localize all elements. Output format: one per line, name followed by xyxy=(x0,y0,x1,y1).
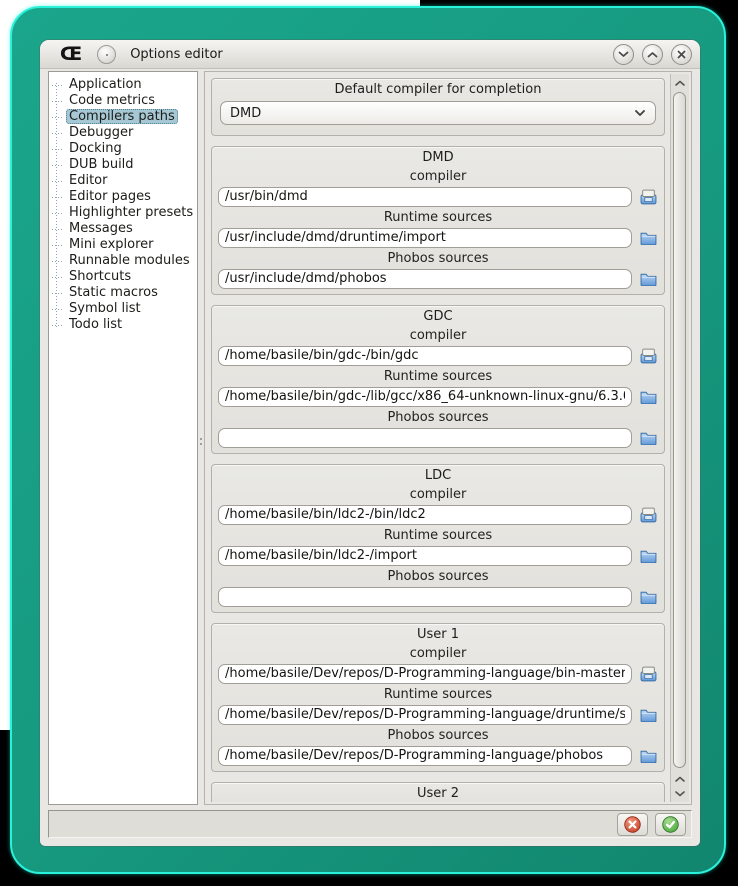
browse-folder-button[interactable] xyxy=(638,588,658,605)
scroll-up-button-bottom[interactable] xyxy=(672,771,688,786)
red-x-icon xyxy=(624,816,641,833)
default-compiler-group xyxy=(211,78,665,136)
dmd-phobos-sources-input[interactable] xyxy=(218,269,632,289)
folder-icon xyxy=(640,231,657,245)
sidebar-item-shortcuts[interactable]: Shortcuts xyxy=(49,269,197,285)
field-label: compiler xyxy=(409,328,467,343)
compiler-group-ldc xyxy=(211,464,665,613)
titlebar[interactable] xyxy=(40,40,700,69)
compiler-group-gdc xyxy=(211,305,665,454)
options-editor-window xyxy=(40,40,700,846)
file-icon xyxy=(640,666,657,682)
sidebar-item-static-macros[interactable]: Static macros xyxy=(49,285,197,301)
green-check-icon xyxy=(662,816,679,833)
field-label: Phobos sources xyxy=(387,251,489,266)
sidebar-item-runnable-modules[interactable]: Runnable modules xyxy=(49,253,197,269)
ok-button[interactable] xyxy=(655,813,686,836)
maximize-button[interactable] xyxy=(642,44,663,65)
window-menu-button[interactable] xyxy=(97,45,116,64)
sidebar-item-docking[interactable]: Docking xyxy=(49,141,197,157)
sidebar-item-editor[interactable]: Editor xyxy=(49,173,197,189)
combo-value: DMD xyxy=(230,105,262,121)
scroll-viewport xyxy=(207,74,669,802)
sidebar-item-dub-build[interactable]: DUB build xyxy=(49,157,197,173)
group-title: User 2 xyxy=(416,786,460,801)
chevron-up-icon xyxy=(675,776,685,782)
close-icon xyxy=(677,50,686,59)
compiler-group-dmd xyxy=(211,146,665,295)
sidebar-item-application[interactable]: Application xyxy=(49,77,197,93)
file-icon xyxy=(640,189,657,205)
field-label: Phobos sources xyxy=(387,569,489,584)
close-button[interactable] xyxy=(671,44,692,65)
browse-folder-button[interactable] xyxy=(638,547,658,564)
group-title: DMD xyxy=(422,150,454,165)
browse-file-button[interactable] xyxy=(638,347,658,364)
browse-folder-button[interactable] xyxy=(638,229,658,246)
sidebar-item-compilers-paths[interactable]: Compilers paths xyxy=(49,109,197,125)
folder-icon xyxy=(640,431,657,445)
field-label: Phobos sources xyxy=(387,410,489,425)
scrollbar-thumb[interactable] xyxy=(673,92,686,768)
browse-folder-button[interactable] xyxy=(638,747,658,764)
folder-icon xyxy=(640,749,657,763)
file-icon xyxy=(640,507,657,523)
app-logo-icon: Œ xyxy=(60,42,82,65)
field-label: Runtime sources xyxy=(383,369,493,384)
user1-compiler-input[interactable] xyxy=(218,664,632,684)
chevron-up-icon xyxy=(647,51,658,58)
browse-folder-button[interactable] xyxy=(638,429,658,446)
category-tree xyxy=(48,71,198,805)
dmd-compiler-input[interactable] xyxy=(218,187,632,207)
statusbar xyxy=(48,810,692,838)
group-title: GDC xyxy=(423,309,453,324)
browse-file-button[interactable] xyxy=(638,506,658,523)
gdc-phobos-sources-input[interactable] xyxy=(218,428,632,448)
chevron-up-icon xyxy=(675,80,685,86)
field-label: Runtime sources xyxy=(383,528,493,543)
sidebar-item-mini-explorer[interactable]: Mini explorer xyxy=(49,237,197,253)
file-icon xyxy=(640,348,657,364)
browse-folder-button[interactable] xyxy=(638,706,658,723)
gdc-compiler-input[interactable] xyxy=(218,346,632,366)
vertical-scrollbar[interactable] xyxy=(670,74,689,802)
sidebar-item-highlighter-presets[interactable]: Highlighter presets xyxy=(49,205,197,221)
group-title: LDC xyxy=(424,468,452,483)
field-label: compiler xyxy=(409,169,467,184)
chevron-down-icon xyxy=(634,109,646,117)
folder-icon xyxy=(640,272,657,286)
sidebar-item-editor-pages[interactable]: Editor pages xyxy=(49,189,197,205)
chevron-down-icon xyxy=(675,791,685,797)
dmd-runtime-sources-input[interactable] xyxy=(218,228,632,248)
user1-runtime-sources-input[interactable] xyxy=(218,705,632,725)
cancel-button[interactable] xyxy=(617,813,648,836)
browse-file-button[interactable] xyxy=(638,188,658,205)
ldc-runtime-sources-input[interactable] xyxy=(218,546,632,566)
group-title: User 1 xyxy=(416,627,460,642)
scroll-down-button[interactable] xyxy=(672,786,688,801)
folder-icon xyxy=(640,590,657,604)
default-compiler-select[interactable] xyxy=(220,101,656,125)
scroll-up-button[interactable] xyxy=(672,75,688,90)
field-label: compiler xyxy=(409,646,467,661)
sidebar-item-symbol-list[interactable]: Symbol list xyxy=(49,301,197,317)
field-label: Runtime sources xyxy=(383,687,493,702)
field-label: compiler xyxy=(409,487,467,502)
browse-folder-button[interactable] xyxy=(638,388,658,405)
ldc-phobos-sources-input[interactable] xyxy=(218,587,632,607)
user1-phobos-sources-input[interactable] xyxy=(218,746,632,766)
minimize-button[interactable] xyxy=(613,44,634,65)
sidebar-item-todo-list[interactable]: Todo list xyxy=(49,317,197,333)
compiler-group-user1 xyxy=(211,623,665,772)
browse-file-button[interactable] xyxy=(638,665,658,682)
chevron-down-icon xyxy=(618,51,629,58)
gdc-runtime-sources-input[interactable] xyxy=(218,387,632,407)
sidebar-item-code-metrics[interactable]: Code metrics xyxy=(49,93,197,109)
compilers-paths-panel xyxy=(204,71,692,805)
folder-icon xyxy=(640,708,657,722)
compiler-group-user2 xyxy=(211,782,665,802)
ldc-compiler-input[interactable] xyxy=(218,505,632,525)
sidebar-item-messages[interactable]: Messages xyxy=(49,221,197,237)
folder-icon xyxy=(640,549,657,563)
window-title: Options editor xyxy=(130,46,223,62)
field-label: Runtime sources xyxy=(383,210,493,225)
folder-icon xyxy=(640,390,657,404)
sidebar-item-debugger[interactable]: Debugger xyxy=(49,125,197,141)
group-title: Default compiler for completion xyxy=(334,82,542,97)
field-label: Phobos sources xyxy=(387,728,489,743)
browse-folder-button[interactable] xyxy=(638,270,658,287)
